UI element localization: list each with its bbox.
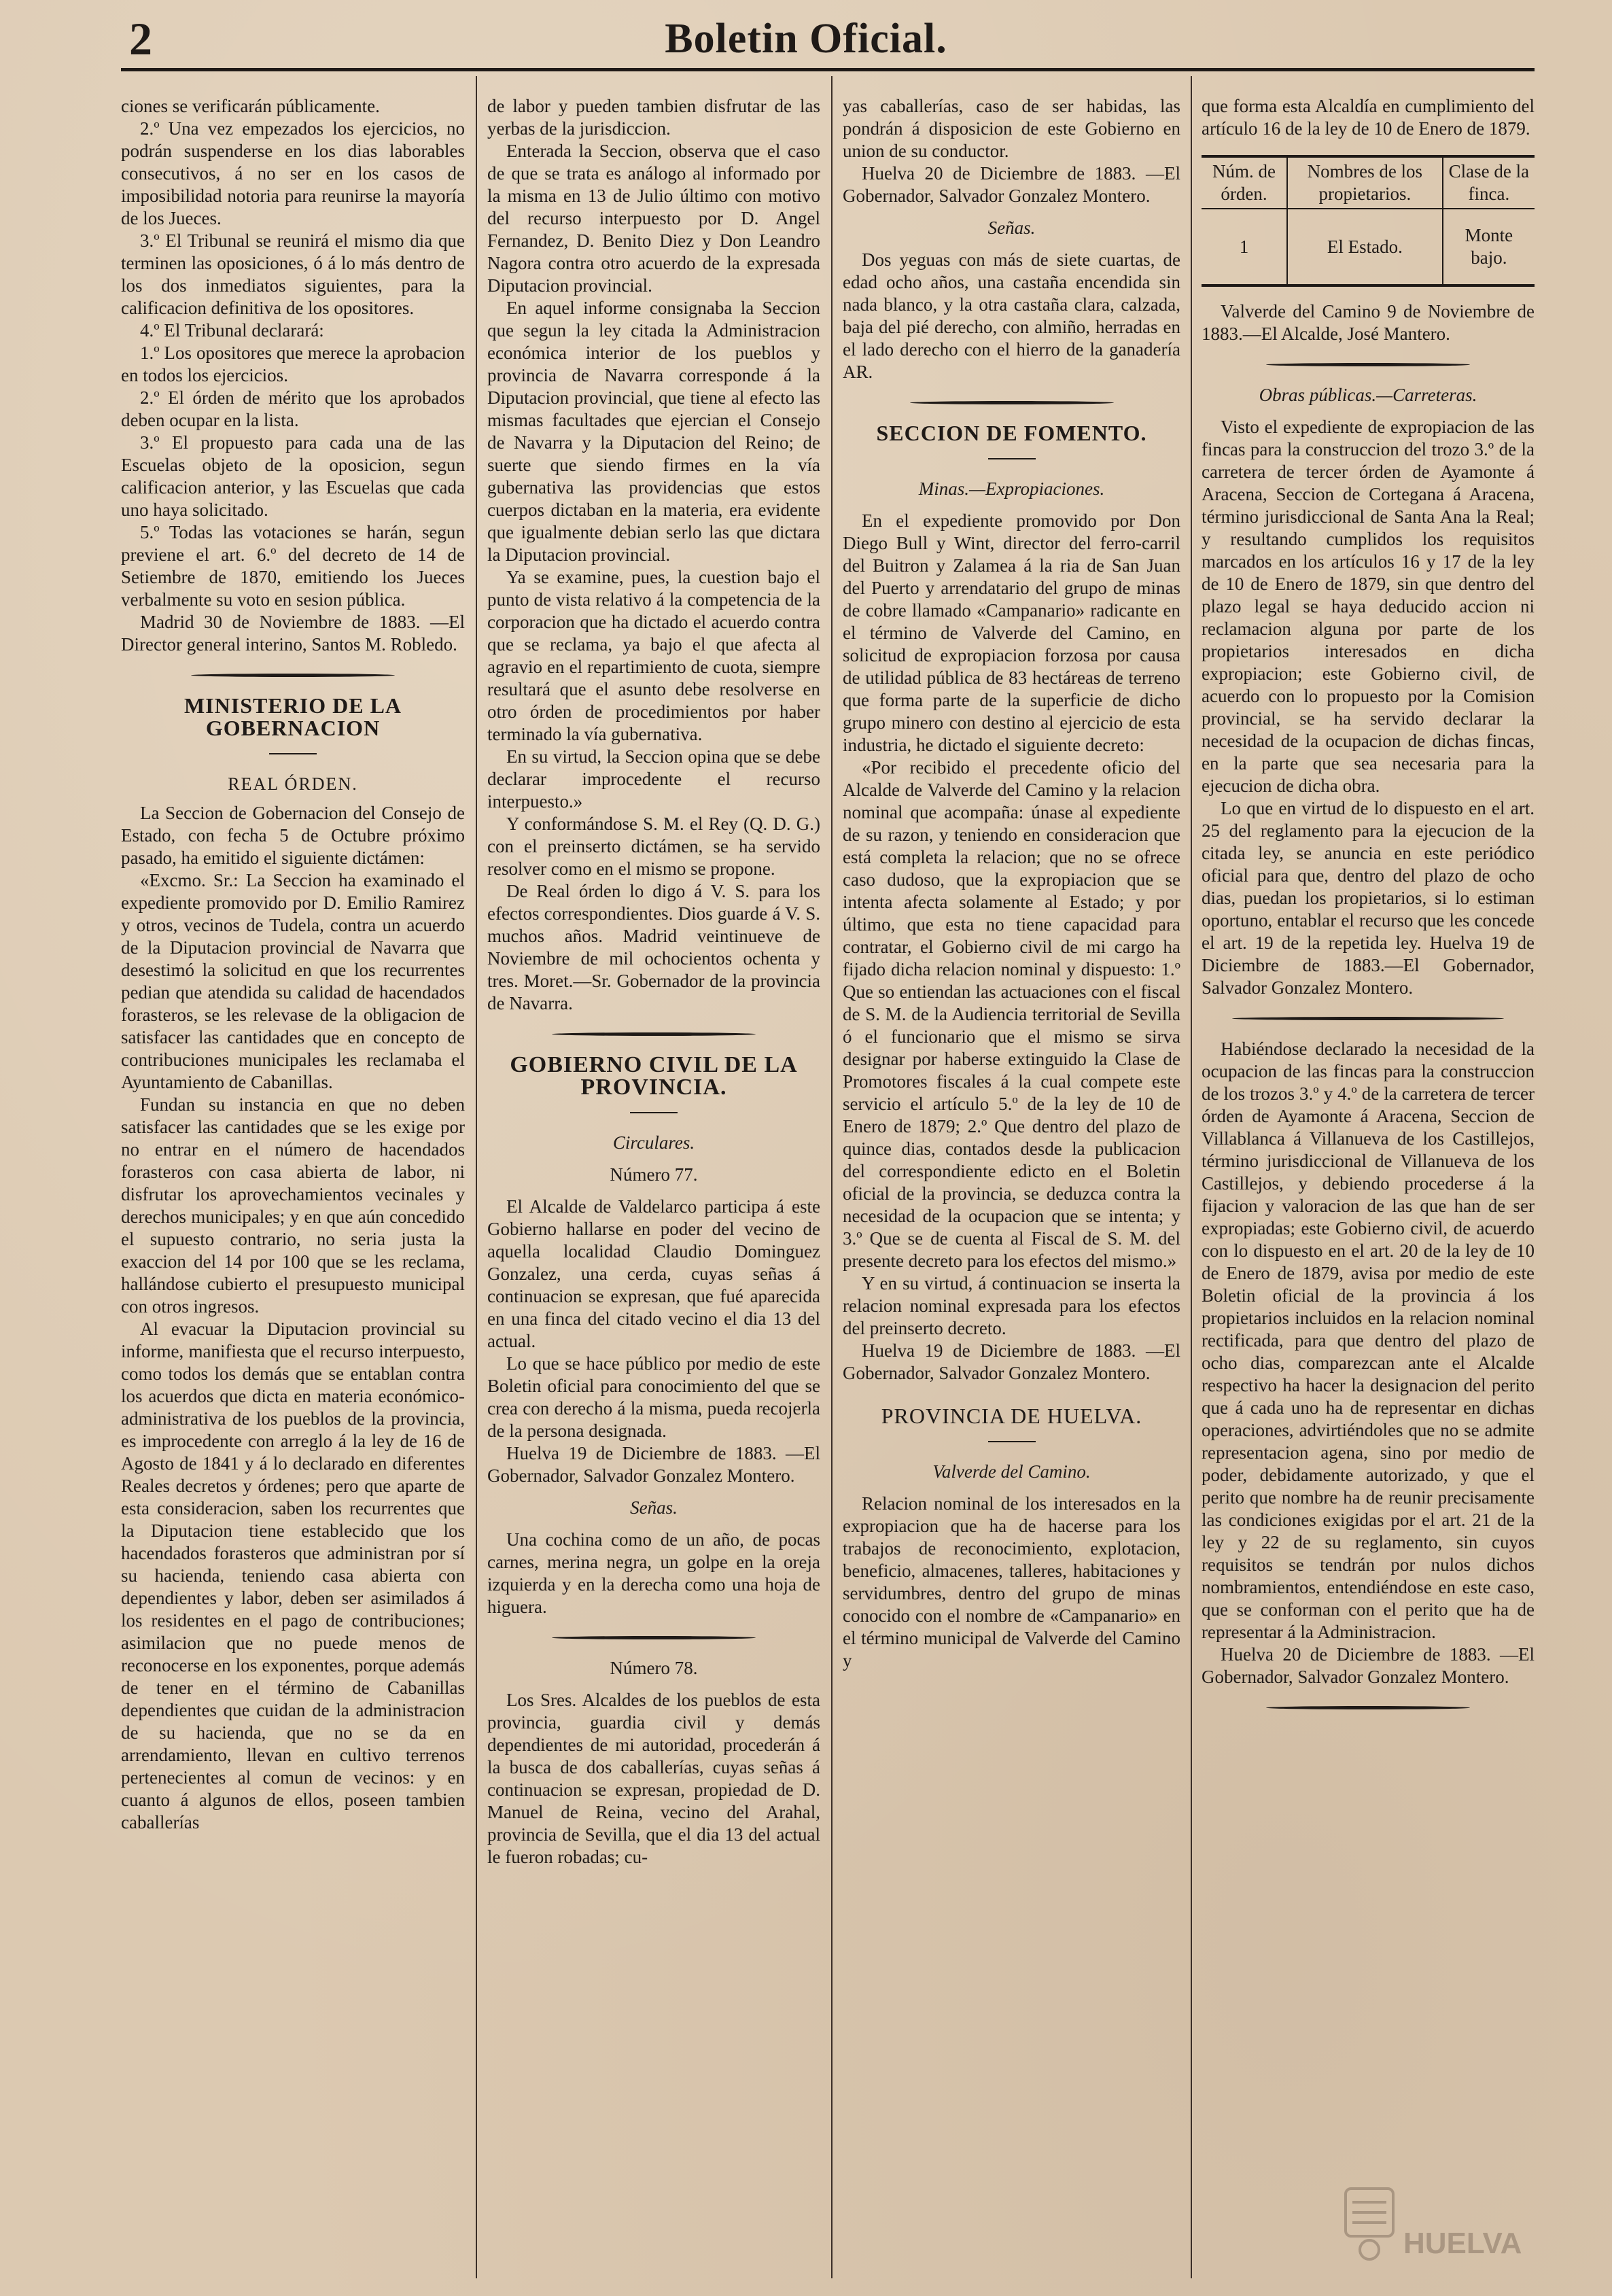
section-subheading: Circulares. xyxy=(612,1132,695,1153)
separator-rule xyxy=(191,674,395,677)
paragraph: Lo que en virtud de lo dispuesto en el art. 25 del reglamento para la ejecucion de la citada ley, se anuncia en este periódico oficial para que, dentro del plazo de ocho dias, puedan los propietarios, si lo estiman oportuno, entablar el recurso que les concede el art. 19 de la repetida ley. Huelva 19 de Diciembre de 1883.—El Gobernador, Salvador Gonzalez Montero. xyxy=(1202,798,1535,998)
table-cell: Monte bajo. xyxy=(1443,209,1535,285)
paragraph: De Real órden lo digo á V. S. para los efectos correspondientes. Dios guarde á V. S. muchos años. Madrid veintinueve de Noviembre de mil ochocientos ochenta y tres. Moret.—Sr. Gobernador de la provincia de Navarra. xyxy=(487,881,820,1013)
paragraph: Y en su virtud, á continuacion se inserta la relacion nominal expresada para los efectos del preinserto decreto. xyxy=(843,1273,1180,1338)
paragraph: yas caballerías, caso de ser habidas, las pondrán á disposicion de este Gobierno en union de su conductor. xyxy=(843,96,1180,161)
table-header-names: Nombres de los propietarios. xyxy=(1287,156,1443,209)
paragraph: Y conformándose S. M. el Rey (Q. D. G.) con el preinserto dictámen, se ha servido resolver como en el mismo se propone. xyxy=(487,814,820,879)
section-subheading: Minas.—Expropiaciones. xyxy=(918,479,1105,499)
separator-rule xyxy=(552,1032,756,1036)
section-heading: PROVINCIA DE HUELVA. xyxy=(881,1404,1142,1428)
heading-ornament xyxy=(121,741,465,763)
column-divider xyxy=(476,76,477,2278)
separator-rule xyxy=(1266,1706,1470,1709)
section-heading: SECCION DE FOMENTO. xyxy=(876,421,1147,445)
paragraph: 1.º Los opositores que merece la aprobacion en todos los ejercicios. xyxy=(121,343,465,385)
signature-line: Huelva 19 de Diciembre de 1883. —El Gobernador, Salvador Gonzalez Montero. xyxy=(843,1340,1180,1383)
notice-number: Número 78. xyxy=(610,1658,698,1678)
signature-line: Huelva 20 de Diciembre de 1883. —El Gobernador, Salvador Gonzalez Montero. xyxy=(843,163,1180,206)
paragraph: En aquel informe consignaba la Seccion que segun la ley citada la Administracion económica interior de los pueblos y provincia de Navarra corresponde á la Diputacion provincial, que tiene al efecto las mismas facultades que ejercian el Consejo de Navarra y la Diputacion del Reino; de suerte que siendo firmes en la vía gubernativa las providencias que estos cuerpos dictaban en la materia, era evidente que igualmente debian serlo las que dictara la Diputacion provincial. xyxy=(487,298,820,565)
paragraph: En el expediente promovido por Don Diego Bull y Wint, director del ferro-carril del Buitron y Zalamea á la ria de San Juan del Puerto y arrendatario del grupo de minas de cobre llamado «Campanario» radicante en el término de Valverde del Camino, en solicitud de expropiacion forzosa por causa de utilidad pública de 83 hectáreas de terreno que forma parte de la superficie de dicho grupo minero con destino al ejercicio de esta industria, he dictado el siguiente decreto: xyxy=(843,510,1180,755)
separator-rule xyxy=(910,401,1114,404)
table-cell: 1 xyxy=(1239,236,1249,257)
paragraph: 2.º El órden de mérito que los aprobados deben ocupar en la lista. xyxy=(121,387,465,430)
owners-table xyxy=(1202,155,1535,287)
table-header-class: Clase de la finca. xyxy=(1443,156,1535,209)
paragraph: Al evacuar la Diputacion provincial su informe, manifiesta que el recurso interpuesto, como todos los demás que se entablan contra los acuerdos que dicta en materia económico-administrativa de los pueblos de la provincia, es improcedente con arreglo á la ley de 16 de Agosto de 1841 y á lo declarado en diferentes Reales decretos y órdenes; pero que aparte de esta consideracion, saben los recurrentes que la Diputacion tiene establecido que los hacendados forasteros que administran por sí su hacienda, teniendo casa abierta con dependientes y labor, deben ser asimilados á los residentes en el pago de contribuciones; asimilacion que no puede menos de reconocerse en los exponentes, porque además de tener en el término de Cabanillas dependientes que cuidan de la administracion de su hacienda, que no se da en arrendamiento, llevan en cultivo terrenos pertenecientes al comun de vecinos: y en cuanto á algunos de ellos, poseen tambien caballerías xyxy=(121,1319,465,1832)
signature-line: Huelva 19 de Diciembre de 1883. —El Gobernador, Salvador Gonzalez Montero. xyxy=(487,1443,820,1486)
notice-subheading: Señas. xyxy=(987,218,1036,238)
signature-line: Madrid 30 de Noviembre de 1883. —El Director general interino, Santos M. Robledo. xyxy=(121,612,465,655)
table-row xyxy=(1202,209,1535,285)
signature-line: Valverde del Camino 9 de Noviembre de 1883.—El Alcalde, José Mantero. xyxy=(1202,301,1535,344)
paragraph: En su virtud, la Seccion opina que se debe declarar improcedente el recurso interpuesto.» xyxy=(487,746,820,812)
heading-ornament xyxy=(487,1100,820,1122)
column-3 xyxy=(843,95,1180,2270)
paragraph: Dos yeguas con más de siete cuartas, de edad ocho años, una castaña encendida sin nada blanco, y la otra castaña clara, calzada, baja del pié derecho, con almiño, herradas en el lado derecho con el hierro de la ganadería AR. xyxy=(843,249,1180,382)
paragraph: Una cochina como de un año, de pocas carnes, merina negra, un golpe en la oreja izquierda y en la derecha como una hoja de higuera. xyxy=(487,1529,820,1617)
paragraph: «Excmo. Sr.: La Seccion ha examinado el expediente promovido por D. Emilio Ramirez y otros, vecinos de Tudela, contra un acuerdo de la Diputacion provincial de Navarra que desestimó la solicitud en que los recurrentes pedian que atendida su calidad de hacendados forasteros, se les relevase de la obligacion de satisfacer las cantidades que en concepto de contribuciones municipales les reclamaba el Ayuntamiento de Cabanillas. xyxy=(121,870,465,1092)
paragraph: ciones se verificarán públicamente. xyxy=(121,96,380,116)
paragraph: 3.º El propuesto para cada una de las Escuelas objeto de la oposicion, segun calificacion anterior, y las Escuelas que cada uno haya solicitado. xyxy=(121,432,465,520)
separator-rule xyxy=(1232,1017,1504,1020)
paragraph: Fundan su instancia en que no deben satisfacer las cantidades que se les exige por no entrar en el número de hacendados forasteros con casa abierta de labor, ni disfrutar los aprovechamientos vecinales y derechos municipales; y en que aún concedido el supuesto contrario, no seria justa la exaccion del 14 por 100 que se les reclama, hallándose cubierto el presupuesto municipal con otros ingresos. xyxy=(121,1094,465,1317)
page-number: 2 xyxy=(129,13,152,65)
separator-rule xyxy=(1266,363,1470,366)
paragraph: Enterada la Seccion, observa que el caso de que se trata es análogo al informado por la misma en 13 de Julio último con motivo del recurso interpuesto por D. Angel Fernandez, D. Benito Diez y Don Leandro Nagora contra otro acuerdo de la expresada Diputacion provincial. xyxy=(487,141,820,296)
paragraph: Relacion nominal de los interesados en la expropiacion que ha de hacerse para los trabajos de reconocimiento, explotacion, beneficio, almacenes, talleres, habitaciones y servidumbres, dentro del grupo de minas conocido con el nombre de «Campanario» en el término municipal de Valverde del Camino y xyxy=(843,1493,1180,1671)
masthead-title: Boletin Oficial. xyxy=(665,16,947,62)
section-subheading: Obras públicas.—Carreteras. xyxy=(1259,385,1477,405)
paragraph: 4.º El Tribunal declarará: xyxy=(140,320,324,341)
paragraph: «Por recibido el precedente oficio del Alcalde de Valverde del Camino y la relacion nominal que acompaña: únase al expediente de su razon, y teniendo en consideracion que está completa la relacion; que no se ofrece caso dudoso, que la expropiacion que se intenta afecta solamente al Estado; y por último, que esta no tiene capacidad para contratar, el Gobierno civil de mi cargo ha fijado dicha relacion nominal y dispuesto: 1.º Que so entiendan las actuaciones con el fiscal de S. M. de la Audiencia territorial de Sevilla ó el funcionario que el mismo se sirva designar por haberse extinguido la Clase de Promotores fiscales á la cual compete este servicio el artículo 5.º de la ley de 10 de Enero de 1879; 2.º Que dentro del plazo de quince dias, contados desde la publicacion del correspondiente edicto en el Boletin oficial de la provincia, se deduzca contra la necesidad de la ocupacion que se intenta; y 3.º Que se de cuenta al Fiscal de S. M. del presente decreto para los efectos del mismo.» xyxy=(843,757,1180,1271)
paragraph: Lo que se hace público por medio de este Boletin oficial para conocimiento del que se crea con derecho á la misma, pueda recojerla de la persona designada. xyxy=(487,1353,820,1441)
paragraph: Ya se examine, pues, la cuestion bajo el punto de vista relativo á la competencia de la corporacion que ha dictado el acuerdo contra que se reclama, ya bajo el que afecta al agravio en el repartimiento de cuota, siempre resultará que el asunto debe resolverse en otro órden de procedimientos por haber terminado la vía gubernativa. xyxy=(487,567,820,744)
paragraph: Los Sres. Alcaldes de los pueblos de esta provincia, guardia civil y demás dependientes de mi autoridad, procederán á la busca de dos caballerías, cuyas señas á continuacion se expresan, propiedad de D. Manuel de Reina, vecino del Arahal, provincia de Sevilla, que el dia 13 del actual le fueron robadas; cu- xyxy=(487,1690,820,1867)
city-coat-of-arms-icon xyxy=(1332,2175,1536,2284)
column-1 xyxy=(121,95,465,2270)
paragraph: 2.º Una vez empezados los ejercicios, no podrán suspenderse en los dias laborables consecutivos, á no ser en los casos de imposibilidad notoria para reunirse la mayoría de los Jueces. xyxy=(121,118,465,228)
table-cell: El Estado. xyxy=(1287,209,1443,285)
notice-subheading: Señas. xyxy=(630,1497,678,1518)
section-heading: MINISTERIO DE LA GOBERNACION xyxy=(183,693,402,740)
separator-rule xyxy=(552,1636,756,1639)
watermark-label: HUELVA xyxy=(1403,2227,1522,2260)
paragraph: El Alcalde de Valdelarco participa á este Gobierno hallarse en poder del vecino de aquella localidad Claudio Dominguez Gonzalez, una cerda, cuyas señas á continuacion se expresan, que fué aparecida en una finca del citado vecino el dia 13 del actual. xyxy=(487,1196,820,1351)
table-header-number: Núm. de órden. xyxy=(1212,161,1276,204)
notice-number: Número 77. xyxy=(610,1164,698,1185)
paragraph: La Seccion de Gobernacion del Consejo de Estado, con fecha 5 de Octubre próximo pasado, ha emitido el siguiente dictámen: xyxy=(121,803,465,868)
paragraph: Habiéndose declarado la necesidad de la ocupacion de las fincas para la construccion de los trozos 3.º y 4.º de la carretera de tercer órden de Ayamonte á Aracena, Seccion de Villablanca á Villanueva de los Castillejos, término jurisdiccional de Villanueva de los Castillejos, y debiendo procederse á la fijacion y valoracion de las que han de ser expropiadas; este Gobierno civil, de acuerdo con lo dispuesto en el art. 20 de la ley de 10 de Enero de 1879, avisa por medio de este Boletin oficial de la provincia á los propietarios incluidos en la relacion nominal rectificada, para que dentro del plazo de ocho dias, comparezcan ante el Alcalde respectivo ha hacer la designacion del perito que á cada uno ha de representar en dichas operaciones, advirtiéndoles que no se admite representacion agena, sino por medio de poder, debidamente autorizado, y que el perito que nombre ha de reunir precisamente las condiciones exigidas por el art. 21 de la ley y 22 de su reglamento, sin cuyos requisitos se tendrán por nulos dichos nombramientos, entendiéndose en este caso, que se conforman con el perito que ha de representar á la Administracion. xyxy=(1202,1039,1535,1642)
heading-ornament xyxy=(843,446,1180,468)
paragraph: de labor y pueden tambien disfrutar de las yerbas de la jurisdiccion. xyxy=(487,96,820,139)
paragraph: que forma esta Alcaldía en cumplimiento del artículo 16 de la ley de 10 de Enero de 1879. xyxy=(1202,96,1535,139)
paragraph: Visto el expediente de expropiacion de las fincas para la construccion del trozo 3.º de la carretera de tercer órden de Ayamonte á Aracena, Seccion de Cortegana á Aracena, término jurisdiccional de Santa Ana la Real; y resultando cumplidos los requisitos marcados en los artículos 16 y 17 de la ley de 10 de Enero de 1879, sin que dentro del plazo legal se haya deducido accion ni reclamacion alguna por parte de los propietarios interesados en dicha expropiacion; este Gobierno civil, de acuerdo con lo propuesto por la Comision provincial, se ha servido declarar la necesidad de la ocupacion de dichas fincas, en la parte que sea necesaria para la ejecucion de dicha obra. xyxy=(1202,417,1535,796)
section-heading: GOBIERNO CIVIL DE LA PROVINCIA. xyxy=(510,1052,798,1100)
column-4 xyxy=(1202,95,1535,2270)
section-subheading: Valverde del Camino. xyxy=(932,1461,1091,1482)
paragraph: 5.º Todas las votaciones se harán, segun previene el art. 6.º del decreto de 14 de Setiembre de 1870, emitiendo los Jueces verbalmente su voto en sesion pública. xyxy=(121,522,465,610)
paragraph: 3.º El Tribunal se reunirá el mismo dia que terminen las oposiciones, ó á lo más dentro de los dos inmediatos siguientes, para la calificacion definitiva de los opositores. xyxy=(121,230,465,318)
signature-line: Huelva 20 de Diciembre de 1883. —El Gobernador, Salvador Gonzalez Montero. xyxy=(1202,1644,1535,1687)
header-rule xyxy=(121,68,1535,71)
column-2 xyxy=(487,95,820,2270)
column-divider xyxy=(1191,76,1192,2278)
column-divider xyxy=(831,76,833,2278)
heading-ornament xyxy=(843,1429,1180,1451)
section-subheading: REAL ÓRDEN. xyxy=(228,774,358,794)
